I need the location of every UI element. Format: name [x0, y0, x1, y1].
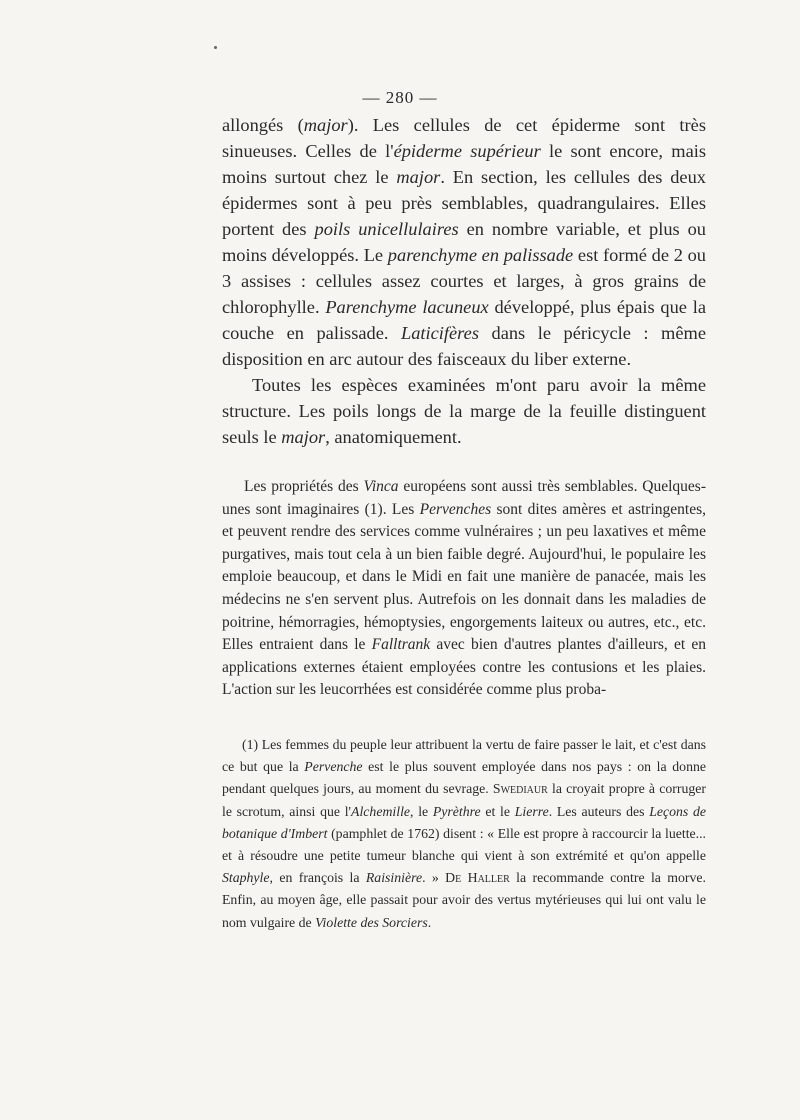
- main-text: [222, 112, 706, 450]
- text-run: (1) Les femmes du peuple leur attribuent la vertu de faire passer le lait, et c'est dans ce but que la: [222, 737, 706, 775]
- text-run: développé, plus épais que la couche en palissade.: [222, 297, 706, 343]
- italic-run: Falltrank: [371, 636, 431, 654]
- secondary-text: [222, 476, 706, 702]
- italic-run: Violette des Sorciers: [315, 914, 428, 930]
- text-run: la croyait propre à corruger le scrotum, ainsi que l': [222, 781, 706, 819]
- secondary-paragraph: [222, 476, 706, 702]
- italic-run: Pervenche: [304, 759, 363, 775]
- text-run: la recommande contre la morve. Enfin, au moyen âge, elle passait pour avoir des vertus mytérieuses qui lui ont valu le nom vulgaire de: [222, 870, 706, 930]
- text-run: est formé de 2 ou 3 assises : cellules assez courtes et larges, à gros grains de chlorophylle.: [222, 245, 706, 317]
- text-run: .: [427, 914, 432, 930]
- italic-run: Lierre: [514, 803, 549, 819]
- small-caps-run: Swediaur: [492, 781, 548, 797]
- text-run: dans le péricycle : même disposition en arc autour des faisceaux du liber externe.: [222, 323, 706, 369]
- italic-run: Pyrèthre: [432, 803, 481, 819]
- italic-run: poils unicellulaires: [314, 219, 459, 239]
- text-run: allongés (: [222, 115, 304, 135]
- italic-run: Pervenches: [419, 500, 492, 518]
- text-run: Toutes les espèces examinées m'ont paru avoir la même structure. Les poils longs de la marge de la feuille distinguent seuls le: [222, 375, 706, 447]
- footnote: [222, 734, 706, 934]
- text-run: . »: [422, 870, 446, 886]
- text-run: avec bien d'autres plantes d'ailleurs, et en applications externes étaient employées contre les contusions et les plaies. L'action sur les leucorrhées est considérée comme plus proba-: [222, 636, 706, 699]
- text-run: européens sont aussi très semblables. Quelques-unes sont imaginaires (1). Les: [222, 478, 706, 518]
- main-paragraph: [222, 112, 706, 372]
- text-run: . Les auteurs des: [548, 803, 650, 819]
- text-run: sont dites amères et astringentes, et peuvent rendre des services comme vulnéraires ; un peu laxatives et même purgatives, mais tout cela à un bien faible degré. Aujourd'hui, le populaire les emploie beaucoup, et dans le Midi en fait une manière de panacée, mais les médecins ne s'en servent plus. Autrefois on les donnait dans les maladies de poitrine, hémorragies, hémoptysies, engorgements laiteux ou autres, etc., etc. Elles entraient dans le: [222, 500, 706, 654]
- italic-run: major: [281, 427, 326, 447]
- main-paragraph: [222, 372, 706, 450]
- text-run: ). Les cellules de cet épiderme sont très sinueuses. Celles de l': [222, 115, 706, 161]
- text-run: . En section, les cellules des deux épidermes sont à peu près semblables, quadrangulaires. Elles portent des: [222, 167, 706, 239]
- italic-run: Alchemille: [351, 803, 411, 819]
- italic-run: major: [396, 167, 441, 187]
- italic-run: major: [303, 115, 348, 135]
- small-caps-run: De Haller: [445, 870, 510, 886]
- italic-run: Raisinière: [365, 870, 423, 886]
- italic-run: épiderme supérieur: [393, 141, 541, 161]
- text-run: , anatomiquement.: [325, 427, 462, 447]
- page-number: — 280 —: [362, 88, 438, 107]
- text-run: , le: [410, 803, 433, 819]
- italic-run: Staphyle: [222, 870, 270, 886]
- italic-run: Vinca: [363, 478, 399, 495]
- italic-run: Leçons de botanique d'Imbert: [222, 803, 707, 841]
- text-run: et le: [480, 803, 515, 819]
- text-run: , en françois la: [269, 870, 366, 886]
- text-run: Les propriétés des: [244, 478, 364, 495]
- text-run: est le plus souvent employée dans nos pays : on la donne pendant quelques jours, au moment du sevrage.: [222, 759, 706, 797]
- page-speck: [214, 46, 217, 49]
- italic-run: Parenchyme lacuneux: [325, 297, 489, 317]
- text-run: le sont encore, mais moins surtout chez le: [222, 141, 706, 187]
- italic-run: parenchyme en palissade: [387, 245, 574, 265]
- text-run: en nombre variable, et plus ou moins développés. Le: [222, 219, 707, 265]
- footnote-paragraph: [222, 734, 706, 934]
- italic-run: Laticifères: [401, 323, 479, 343]
- text-run: (pamphlet de 1762) disent : « Elle est propre à raccourcir la luette... et à résoudre une petite tumeur blanche qui vient à son extrémité et qu'on appelle: [222, 825, 706, 864]
